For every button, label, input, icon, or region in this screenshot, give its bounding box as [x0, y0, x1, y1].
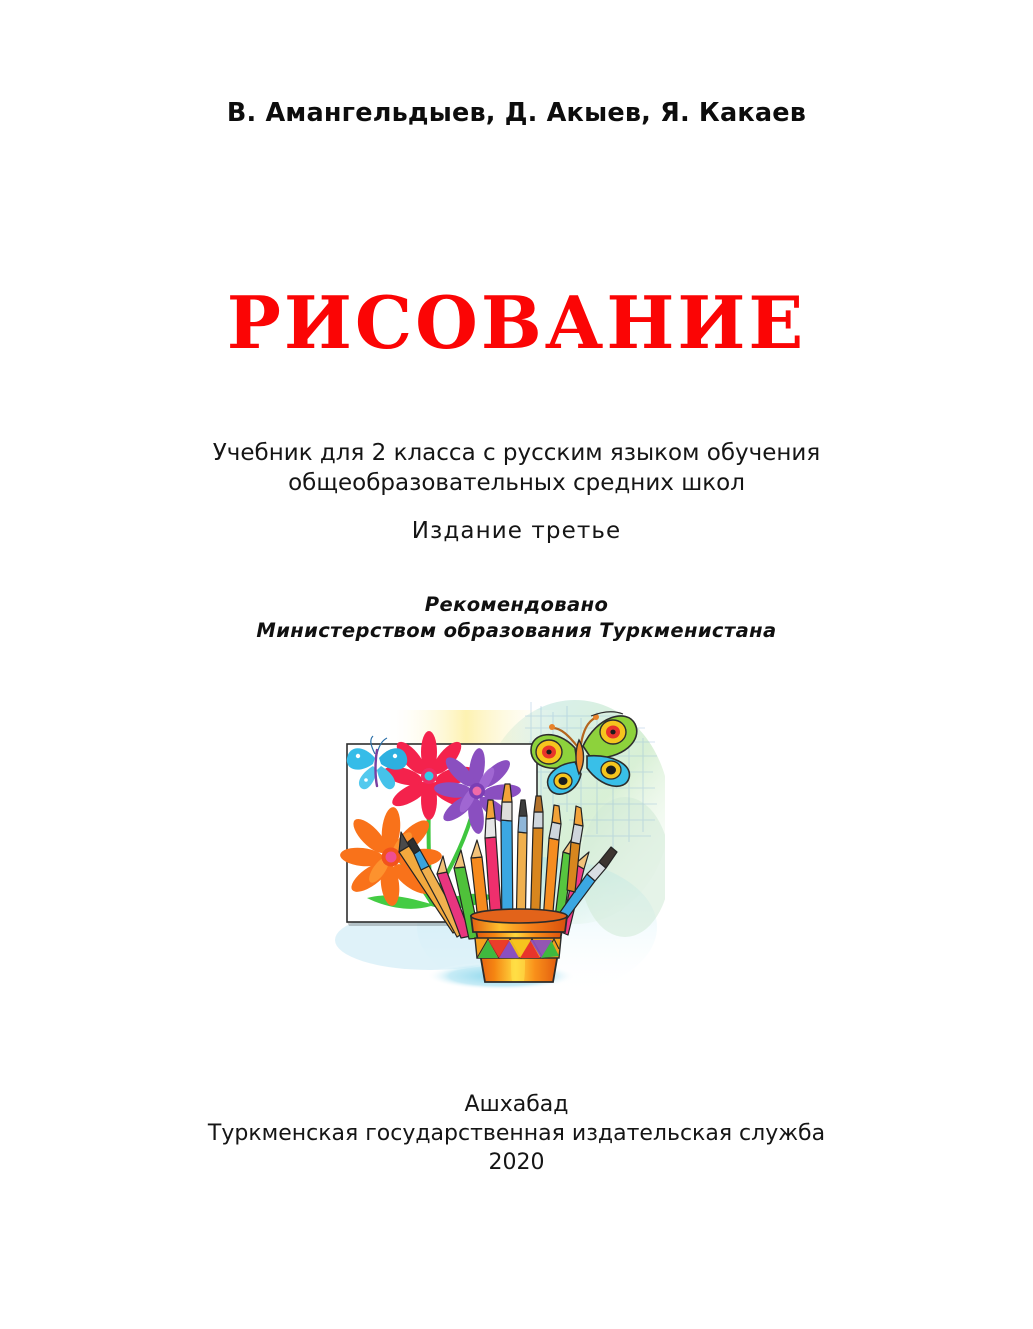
- imprint-year: 2020: [488, 1150, 545, 1175]
- edition-line: Издание третье: [411, 518, 622, 544]
- authors-line: В. Амангельдыев, Д. Акыев, Я. Какаев: [226, 98, 807, 128]
- imprint-city: Ашхабад: [464, 1092, 569, 1117]
- pencil-cup: [471, 909, 567, 982]
- subtitle-block: [0, 438, 1033, 498]
- imprint-publisher: Туркменская государственная издательская служба: [207, 1121, 826, 1146]
- page-title: РИСОВАНИЕ: [226, 280, 807, 365]
- recommendation-line-2: Министерством образования Туркменистана: [256, 619, 777, 642]
- subtitle-line-1: Учебник для 2 класса с русским языком обучения: [212, 440, 821, 466]
- subtitle-line-2: общеобразовательных средних школ: [288, 470, 745, 496]
- art-supplies-illustration: [325, 692, 665, 1008]
- cup-pattern-band: [475, 938, 561, 958]
- recommendation-block: [0, 592, 1033, 644]
- recommendation-line-1: Рекомендовано: [424, 593, 609, 616]
- imprint-block: [0, 1090, 1033, 1177]
